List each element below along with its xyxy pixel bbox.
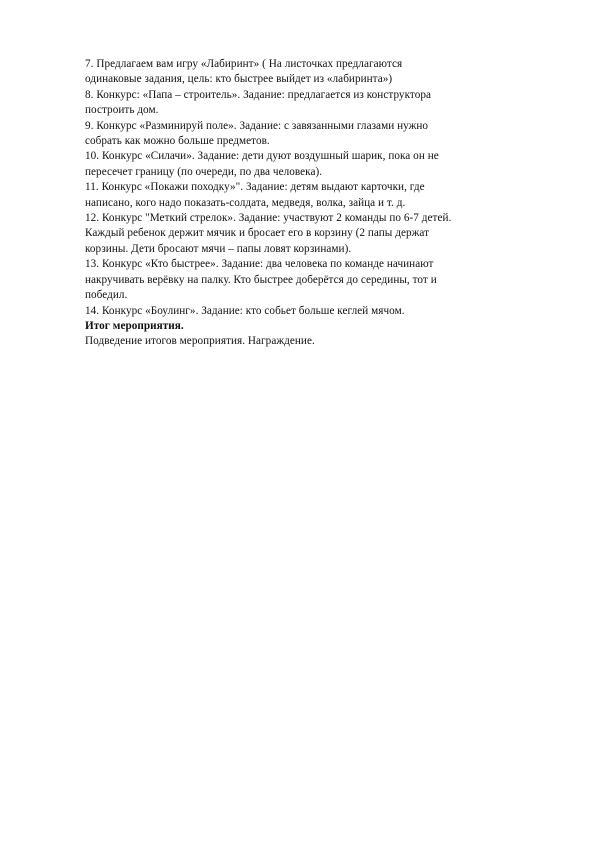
text-line: 11. Конкурс «Покажи походку»". Задание: детям выдают карточки, где xyxy=(85,181,425,194)
text-line: собрать как можно больше предметов. xyxy=(85,135,270,148)
text-line: Каждый ребенок держит мячик и бросает его в корзину (2 папы держат xyxy=(85,227,430,240)
text-line: 7. Предлагаем вам игру «Лабиринт» ( На листочках предлагаются xyxy=(85,58,403,70)
text-line: 12. Конкурс "Меткий стрелок». Задание: участвуют 2 команды по 6-7 детей. xyxy=(85,212,452,225)
text-line: построить дом. xyxy=(85,104,159,117)
text-line: Подведение итогов мероприятия. Награждение. xyxy=(85,335,315,348)
text-line: написано, кого надо показать-солдата, медведя, волка, зайца и т. д. xyxy=(85,196,406,209)
document-body xyxy=(85,57,525,350)
text-line: победил. xyxy=(85,289,128,302)
text-line: корзины. Дети бросают мячи – папы ловят корзинами). xyxy=(85,242,352,255)
text-line: накручивать верёвку на палку. Кто быстрее доберётся до середины, тот и xyxy=(85,273,437,286)
section-heading: Итог мероприятия. xyxy=(85,319,184,332)
text-line: 10. Конкурс «Силачи». Задание: дети дуют воздушный шарик, пока он не xyxy=(85,150,439,163)
text-line: пересечет границу (по очереди, по два человека). xyxy=(85,165,323,178)
text-line: 14. Конкурс «Боулинг». Задание: кто собьет больше кеглей мячом. xyxy=(85,304,405,317)
text-line: 9. Конкурс «Разминируй поле». Задание: с завязанными глазами нужно xyxy=(85,119,429,132)
text-line: 8. Конкурс: «Папа – строитель». Задание: предлагается из конструктора xyxy=(85,88,432,101)
text-line: одинаковые задания, цель: кто быстрее выйдет из «лабиринта») xyxy=(85,73,393,86)
text-line: 13. Конкурс «Кто быстрее». Задание: два человека по команде начинают xyxy=(85,258,434,271)
